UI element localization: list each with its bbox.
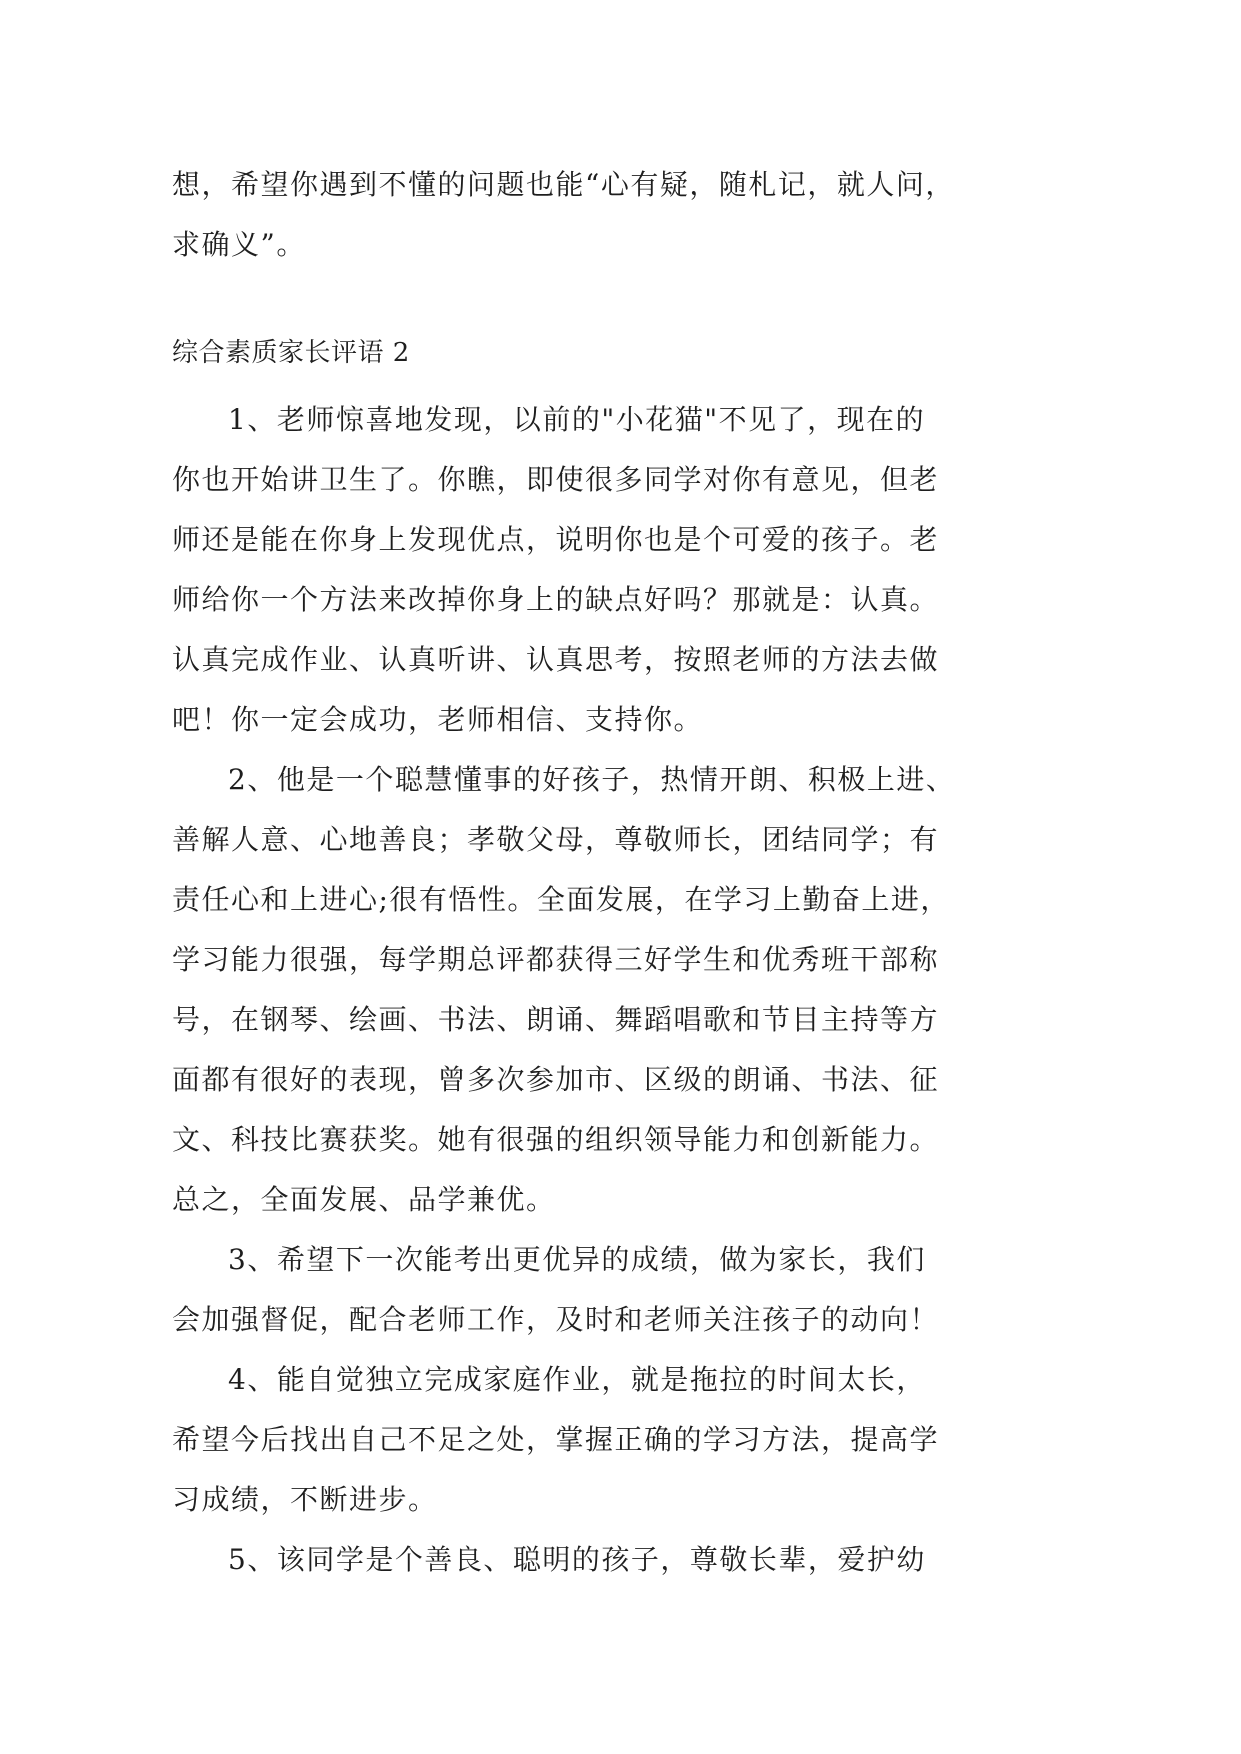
comment-item xyxy=(172,1350,972,1530)
text-line: 文、科技比赛获奖。她有很强的组织领导能力和创新能力。 xyxy=(172,1123,940,1156)
section-title: 综合素质家长评语 2 xyxy=(172,338,410,368)
section-heading xyxy=(172,323,972,383)
text-line: 师还是能在你身上发现优点，说明你也是个可爱的孩子。老 xyxy=(172,523,940,556)
text-line: 4、能自觉独立完成家庭作业，就是拖拉的时间太长， xyxy=(228,1363,926,1396)
comment-item xyxy=(172,390,972,750)
text-line: 吧！你一定会成功，老师相信、支持你。 xyxy=(172,703,704,736)
text-line: 善解人意、心地善良；孝敬父母，尊敬师长，团结同学；有 xyxy=(172,823,940,856)
text-line: 号，在钢琴、绘画、书法、朗诵、舞蹈唱歌和节目主持等方 xyxy=(172,1003,940,1036)
comment-item xyxy=(172,750,972,1230)
text-line: 认真完成作业、认真听讲、认真思考，按照老师的方法去做 xyxy=(172,643,940,676)
text-line: 师给你一个方法来改掉你身上的缺点好吗？那就是：认真。 xyxy=(172,583,940,616)
text-line: 希望今后找出自己不足之处，掌握正确的学习方法，提高学 xyxy=(172,1423,940,1456)
text-line: 2、他是一个聪慧懂事的好孩子，热情开朗、积极上进、 xyxy=(228,763,956,796)
text-line: 3、希望下一次能考出更优异的成绩，做为家长，我们 xyxy=(228,1243,926,1276)
text-line: 学习能力很强，每学期总评都获得三好学生和优秀班干部称 xyxy=(172,943,940,976)
text-line: 想，希望你遇到不懂的问题也能“心有疑，随札记，就人问， xyxy=(172,168,955,201)
text-line: 1、老师惊喜地发现，以前的"小花猫"不见了，现在的 xyxy=(228,403,926,436)
text-line: 5、该同学是个善良、聪明的孩子，尊敬长辈，爱护幼 xyxy=(228,1543,926,1576)
text-line: 总之，全面发展、品学兼优。 xyxy=(172,1183,556,1216)
text-line: 求确义”。 xyxy=(172,228,306,261)
text-line: 习成绩，不断进步。 xyxy=(172,1483,438,1516)
continuation-paragraph xyxy=(172,155,972,275)
text-line: 你也开始讲卫生了。你瞧，即使很多同学对你有意见，但老 xyxy=(172,463,940,496)
text-line: 面都有很好的表现，曾多次参加市、区级的朗诵、书法、征 xyxy=(172,1063,940,1096)
comment-item xyxy=(172,1530,972,1590)
comment-list xyxy=(172,390,972,1590)
text-line: 责任心和上进心;很有悟性。全面发展，在学习上勤奋上进， xyxy=(172,883,950,916)
comment-item xyxy=(172,1230,972,1350)
text-line: 会加强督促，配合老师工作，及时和老师关注孩子的动向！ xyxy=(172,1303,940,1336)
